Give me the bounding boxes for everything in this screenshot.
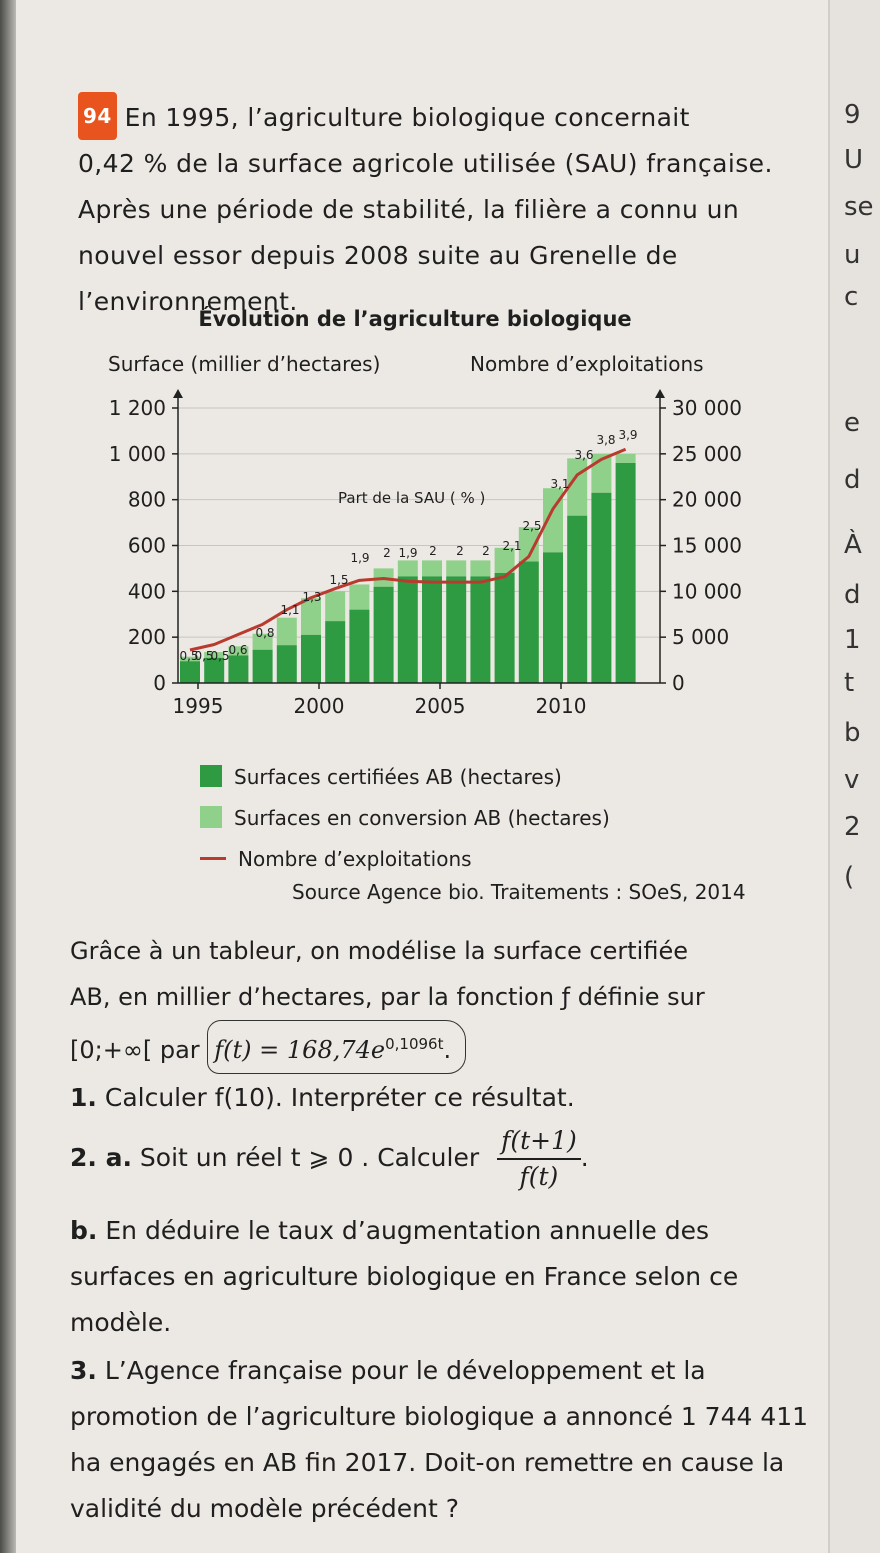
intro-line: Après une période de stabilité, la filière a connu un xyxy=(78,195,740,224)
side-letter: À xyxy=(844,530,862,560)
sau-value-label: 2 xyxy=(482,544,490,558)
x-tick-label: 2005 xyxy=(414,694,466,718)
sau-value-label: 3,8 xyxy=(596,433,616,447)
right-tick-label: 10 000 xyxy=(672,579,742,604)
bar-certified xyxy=(591,493,611,683)
left-axis-arrow xyxy=(173,389,183,398)
formula-end: . xyxy=(443,1036,452,1064)
intro-line: l’environnement. xyxy=(78,287,298,316)
question-text: En déduire le taux d’augmentation annuelle des surfaces en agriculture biologique en France selon ce modèle. xyxy=(70,1216,739,1337)
right-tick-label: 25 000 xyxy=(672,441,742,466)
left-tick-label: 800 xyxy=(127,487,166,512)
sau-value-label: 2 xyxy=(429,544,437,558)
bar-certified xyxy=(301,635,321,683)
model-line: AB, en millier d’hectares, par la fonction ƒ définie sur xyxy=(70,983,705,1011)
side-letter: 9 xyxy=(844,100,861,130)
x-tick-label: 2000 xyxy=(293,694,345,718)
bar-certified xyxy=(616,463,636,683)
bar-certified xyxy=(180,661,200,683)
chart-title: Évolution de l’agriculture biologique xyxy=(198,307,632,331)
sau-value-label: 1,9 xyxy=(350,551,370,565)
intro-line: 0,42 % de la surface agricole utilisée (SAU) française. xyxy=(78,149,773,178)
bar-conversion xyxy=(349,584,369,609)
formula-exponent: 0,1096t xyxy=(385,1035,444,1053)
bar-certified xyxy=(470,576,490,683)
side-letter: v xyxy=(844,765,860,795)
question-number: 2. a. xyxy=(70,1143,132,1172)
left-tick-label: 400 xyxy=(127,579,166,604)
chart-canvas xyxy=(0,0,830,760)
bar-conversion xyxy=(470,560,490,576)
intro-line: En 1995, l’agriculture biologique concernait xyxy=(124,103,690,132)
bar-certified xyxy=(325,621,345,683)
left-axis-title: Surface (millier d’hectares) xyxy=(108,352,381,376)
question-number: 1. xyxy=(70,1083,97,1112)
legend-label: Surfaces en conversion AB (hectares) xyxy=(234,806,610,830)
bar-conversion xyxy=(616,454,636,463)
legend-label: Nombre d’exploitations xyxy=(238,847,472,871)
right-tick-label: 20 000 xyxy=(672,487,742,512)
bar-certified xyxy=(422,576,442,683)
left-tick-label: 1 200 xyxy=(108,396,166,420)
bar-certified xyxy=(228,656,248,684)
legend-swatch-conversion xyxy=(200,806,222,828)
question-2b xyxy=(70,1208,810,1346)
x-tick-label: 1995 xyxy=(172,694,224,718)
right-tick-label: 0 xyxy=(672,671,685,695)
model-line: Grâce à un tableur, on modélise la surface certifiée xyxy=(70,937,688,965)
legend-label: Surfaces certifiées AB (hectares) xyxy=(234,765,562,789)
sau-value-label: 1,9 xyxy=(398,546,418,560)
bar-conversion xyxy=(277,618,297,646)
bar-certified xyxy=(253,650,273,683)
question-number: 3. xyxy=(70,1356,97,1385)
legend-swatch-line xyxy=(200,857,226,860)
left-tick-label: 600 xyxy=(127,533,166,558)
formula-base: f(t) = 168,74e xyxy=(214,1036,386,1064)
sau-label: Part de la SAU ( % ) xyxy=(338,489,486,507)
sau-value-label: 2,5 xyxy=(522,519,542,533)
right-tick-label: 15 000 xyxy=(672,533,742,558)
side-letter: u xyxy=(844,240,861,270)
sau-value-label: 0,6 xyxy=(228,643,248,657)
right-axis-title: Nombre d’exploitations xyxy=(470,352,704,376)
legend-certified xyxy=(200,765,562,789)
fraction-numerator: f(t+1) xyxy=(497,1124,581,1160)
legend-exploitations xyxy=(200,847,472,871)
legend-conversion xyxy=(200,806,610,830)
bar-certified xyxy=(519,562,539,683)
bar-certified xyxy=(543,552,563,683)
side-letter: d xyxy=(844,580,861,610)
question-number: b. xyxy=(70,1216,98,1245)
fraction-denominator: f(t) xyxy=(519,1162,559,1191)
bar-conversion xyxy=(398,560,418,576)
exercise-number-badge: 94 xyxy=(78,92,117,140)
bar-certified xyxy=(374,587,394,683)
sau-value-label: 2,1 xyxy=(502,539,522,553)
chart-source: Source Agence bio. Traitements : SOeS, 2014 xyxy=(292,880,746,904)
sau-value-label: 1,5 xyxy=(329,573,349,587)
bar-certified xyxy=(495,573,515,683)
question-text: Soit un réel t ⩾ 0 . Calculer xyxy=(139,1143,480,1172)
sau-value-label: 1,3 xyxy=(302,590,322,604)
x-tick-label: 2010 xyxy=(535,694,587,718)
side-letter: se xyxy=(844,192,874,222)
sau-value-label: 2 xyxy=(456,544,464,558)
question-3 xyxy=(70,1348,810,1532)
sau-value-label: 3,6 xyxy=(574,448,594,462)
fraction xyxy=(497,1124,581,1194)
side-letter: c xyxy=(844,282,859,312)
side-letter: b xyxy=(844,718,861,748)
sau-value-label: 0,5 xyxy=(194,649,214,663)
side-letter: 2 xyxy=(844,812,861,842)
bar-certified xyxy=(567,516,587,683)
side-letter: t xyxy=(844,668,855,698)
bar-conversion xyxy=(446,560,466,576)
model-formula xyxy=(207,1020,466,1074)
right-tick-label: 30 000 xyxy=(672,396,742,420)
side-letter: 1 xyxy=(844,625,861,655)
bar-conversion xyxy=(325,591,345,621)
sau-value-label: 2 xyxy=(383,546,391,560)
model-par: par xyxy=(159,1036,200,1064)
right-tick-label: 5 000 xyxy=(672,625,730,650)
question-1 xyxy=(70,1075,810,1121)
side-letter: e xyxy=(844,408,860,438)
bar-certified xyxy=(446,576,466,683)
intro-line: nouvel essor depuis 2008 suite au Grenelle de xyxy=(78,241,678,270)
question-text: Calculer f(10). Interpréter ce résultat. xyxy=(104,1083,575,1112)
sau-value-label: 0,5 xyxy=(179,649,199,663)
sau-value-label: 1,1 xyxy=(280,603,300,617)
bar-certified xyxy=(398,576,418,683)
bar-conversion xyxy=(422,560,442,576)
model-text xyxy=(70,928,810,1074)
sau-value-label: 0,5 xyxy=(210,649,230,663)
legend-swatch-certified xyxy=(200,765,222,787)
left-tick-label: 0 xyxy=(153,671,166,695)
next-column xyxy=(828,0,880,1553)
bar-certified xyxy=(277,645,297,683)
sau-value-label: 0,8 xyxy=(255,626,275,640)
sau-value-label: 3,9 xyxy=(618,428,638,442)
question-2a: 2. a. Soit un réel t ⩾ 0 . Calculer $\frac{f(t+1)}{f(t)}$ . xyxy=(70,1124,810,1194)
sau-value-label: 3,1 xyxy=(550,477,570,491)
question-text: L’Agence française pour le développement et la promotion de l’agriculture biologique a annoncé 1 744 411 ha engagés en AB fin 2017. Doit-on remettre en cause la validité du modèle précédent ? xyxy=(70,1356,809,1523)
right-axis-arrow xyxy=(655,389,665,398)
bar-certified xyxy=(349,610,369,683)
model-domain: [0;+∞[ xyxy=(70,1036,153,1064)
side-letter: U xyxy=(844,145,864,175)
left-tick-label: 1 000 xyxy=(108,441,166,466)
side-letter: d xyxy=(844,465,861,495)
side-letter: ( xyxy=(844,862,855,892)
left-tick-label: 200 xyxy=(127,625,166,650)
